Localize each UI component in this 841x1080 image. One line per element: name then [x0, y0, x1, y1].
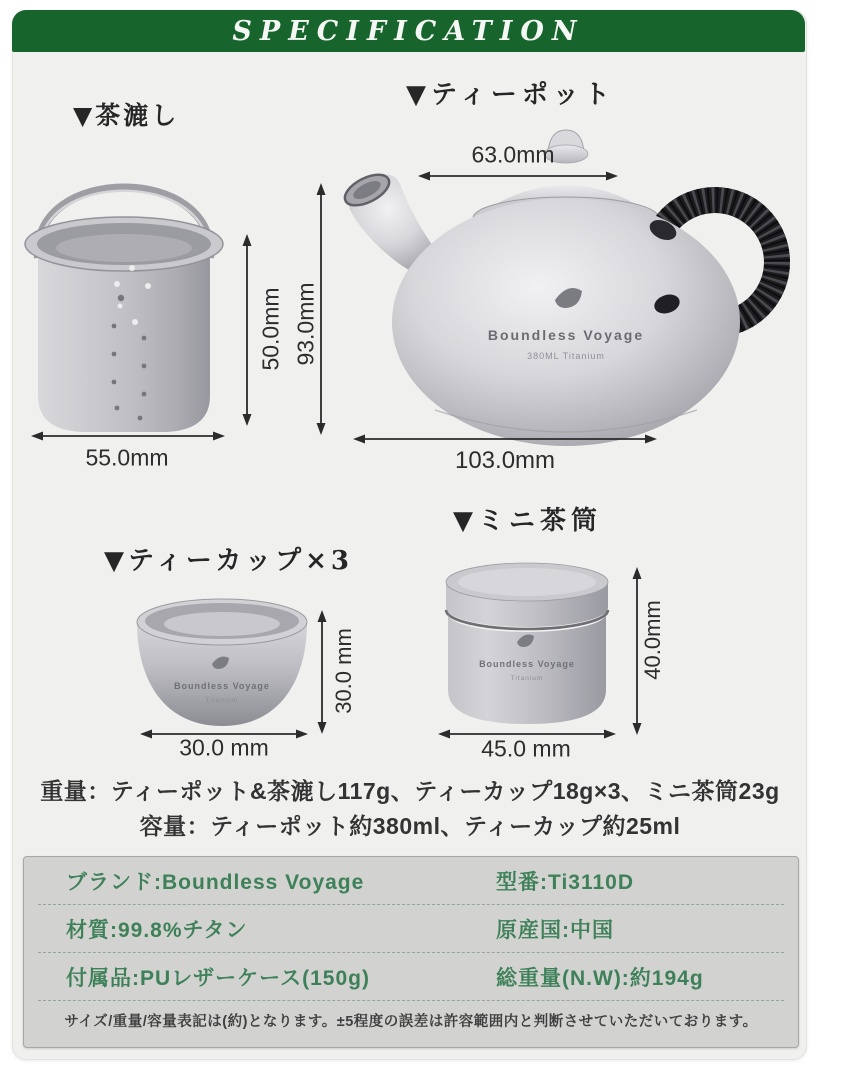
caddy-height-dim: 40.0mm: [640, 600, 665, 680]
total-weight-cell: 総重量(N.W):約194g: [496, 966, 704, 990]
teacup-logo-text: Boundless Voyage: [174, 681, 270, 691]
teacup-height-dim: 30.0 mm: [331, 628, 356, 714]
teapot-width-arrow: [353, 432, 657, 446]
teacup-logo-subtext: Titanium: [205, 697, 239, 704]
teapot-height-dim: 93.0mm: [292, 282, 319, 366]
caddy-width-dim: 45.0 mm: [481, 735, 571, 762]
brand-cell: ブランド:Boundless Voyage: [66, 870, 365, 894]
table-row: [38, 905, 784, 953]
table-row: [38, 953, 784, 1001]
teacup-height-arrow: [315, 610, 329, 734]
teapot-section-label: ▼ティーポット: [406, 80, 615, 110]
caddy-image: [435, 550, 619, 732]
teacup-section-label: ▼ティーカップ×3: [104, 546, 354, 576]
caddy-section-label: ▼ミニ茶筒: [453, 506, 602, 536]
teacup-image: [132, 592, 312, 734]
teapot-image: [323, 118, 805, 450]
spec-table: [23, 856, 799, 1048]
strainer-section-label: ▼茶漉し: [73, 101, 180, 130]
specification-banner: [12, 10, 805, 52]
strainer-height-dim: 50.0mm: [257, 287, 284, 371]
caddy-logo-subtext: Titanium: [510, 675, 544, 682]
table-row: [38, 857, 784, 905]
teapot-lid-arrow: [418, 169, 618, 183]
teapot-logo-text: Boundless Voyage: [487, 327, 645, 343]
teapot-logo-subtext: 380ML Titanium: [527, 351, 605, 361]
material-cell: 材質:99.8%チタン: [66, 918, 248, 942]
teacup-width-dim: 30.0 mm: [179, 734, 269, 761]
origin-cell: 原産国:中国: [496, 918, 614, 942]
page-title: SPECIFICATION: [232, 15, 585, 47]
capacity-summary: 容量：ティーポット約380ml、ティーカップ約25ml: [139, 813, 681, 839]
tolerance-note: サイズ/重量/容量表記は(約)となります。±5程度の誤差は許容範囲内と判断させていただいております。: [64, 1014, 758, 1030]
strainer-image: [22, 146, 234, 442]
strainer-width-dim: 55.0mm: [85, 444, 169, 471]
strainer-width-arrow: [31, 429, 225, 443]
caddy-logo-text: Boundless Voyage: [479, 659, 575, 669]
weight-summary: 重量：ティーポット&茶漉し117g、ティーカップ18g×3、ミニ茶筒23g: [40, 778, 780, 804]
strainer-height-arrow: [240, 234, 254, 426]
accessory-cell: 付属品:PUレザーケース(150g): [66, 966, 370, 990]
teapot-width-dim: 103.0mm: [454, 447, 556, 474]
teapot-lid-dim: 63.0mm: [471, 141, 555, 168]
model-cell: 型番:Ti3110D: [496, 870, 634, 894]
